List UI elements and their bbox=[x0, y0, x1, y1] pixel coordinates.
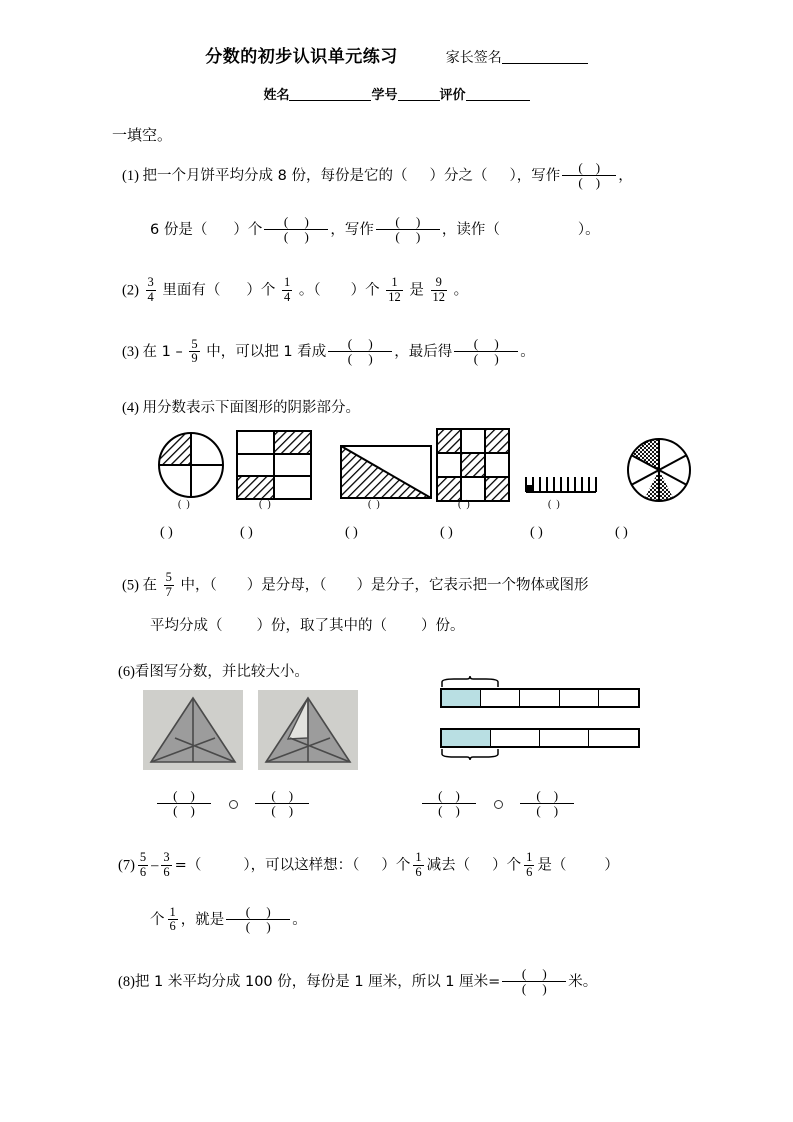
q7-f5-den: 6 bbox=[169, 919, 176, 934]
parent-signature-line[interactable] bbox=[502, 63, 588, 64]
question-5-line-1 bbox=[122, 572, 589, 600]
q7-text-a: ），可以这样想：（ bbox=[243, 857, 360, 874]
q7-text-e: 是（ bbox=[537, 857, 567, 874]
q5-number: (5) bbox=[122, 577, 139, 594]
q2-f1-num: 3 bbox=[147, 275, 154, 289]
q1-frac2-denominator[interactable]: ( ) bbox=[264, 229, 328, 244]
q2-f2-den: 4 bbox=[284, 289, 291, 304]
header-title-row bbox=[0, 42, 793, 67]
q7-fraction-5-6 bbox=[138, 851, 148, 879]
q2-text-f: 。 bbox=[453, 282, 469, 299]
q6-cmp1-right-fraction[interactable] bbox=[255, 789, 309, 819]
q1-frac1-numerator[interactable]: ( ) bbox=[578, 160, 601, 175]
q8-blankfrac-den[interactable]: ( ) bbox=[502, 981, 566, 996]
q7-fraction-1-6-c bbox=[168, 906, 178, 934]
q3-frac2-denominator[interactable]: ( ) bbox=[454, 351, 518, 366]
q5-f-den: 7 bbox=[165, 584, 172, 599]
q7-fraction-1-6-b bbox=[524, 851, 534, 879]
q4-number: (4) bbox=[122, 400, 139, 416]
brace-below-icon bbox=[440, 748, 500, 760]
q6-cmp2-right-den[interactable]: ( ) bbox=[520, 803, 574, 818]
q2-f1-den: 4 bbox=[147, 289, 154, 304]
q7-eq: =（ bbox=[174, 857, 202, 874]
student-id-line[interactable] bbox=[398, 100, 440, 101]
q6-cmp2-left-fraction[interactable] bbox=[422, 789, 476, 819]
q3-frac2-numerator[interactable]: ( ) bbox=[473, 336, 499, 351]
figure-pie-six-sectors bbox=[626, 437, 692, 503]
q2-f4-den: 12 bbox=[432, 289, 446, 304]
q1-blank-fraction-1[interactable] bbox=[562, 161, 616, 191]
q2-f3-num: 1 bbox=[391, 275, 398, 289]
figure-caption-3: ( ) bbox=[368, 499, 380, 510]
q6-cmp2-left-num[interactable]: ( ) bbox=[438, 788, 460, 803]
q6-prompt-text: 看图写分数，并比较大小。 bbox=[134, 664, 309, 680]
bar-top-cell-3 bbox=[520, 690, 559, 706]
q8-number: (8) bbox=[118, 974, 135, 991]
q5-fraction-5-7 bbox=[164, 571, 174, 599]
name-line[interactable] bbox=[289, 100, 371, 101]
q5-text-b: 中，（ bbox=[180, 577, 217, 594]
q2-text-b: ）个 bbox=[246, 282, 276, 299]
q7-text-f: ） bbox=[604, 857, 619, 874]
q1-text-b: 每份是它的（ bbox=[320, 168, 408, 185]
q6-cmp1-right-num[interactable]: ( ) bbox=[271, 788, 294, 803]
q4-answer-blank-5[interactable]: ( ) bbox=[530, 525, 543, 540]
q7-fraction-1-6-a bbox=[413, 851, 423, 879]
q6-comparison-1 bbox=[155, 790, 311, 820]
q2-text-e: 是 bbox=[409, 282, 424, 299]
q2-number: (2) bbox=[122, 282, 139, 299]
q1-tail: ， bbox=[618, 168, 633, 185]
q1-blank-fraction-3[interactable] bbox=[376, 215, 440, 245]
q3-f1-num: 5 bbox=[191, 336, 198, 351]
question-8 bbox=[118, 968, 597, 998]
q5-line2-b: ）份，取了其中的（ bbox=[256, 618, 387, 634]
evaluation-label: 评价 bbox=[439, 88, 466, 103]
figure-rectangle-diagonal bbox=[340, 445, 432, 499]
bar-top-cell-5 bbox=[599, 690, 638, 706]
q7-fraction-3-6 bbox=[161, 851, 171, 879]
q3-blank-fraction-1[interactable] bbox=[328, 337, 392, 367]
question-7-line-2 bbox=[150, 906, 307, 936]
q5-text-c: ）是分母，（ bbox=[246, 577, 327, 594]
bar-bottom-cell-1 bbox=[442, 730, 491, 746]
student-id-label: 学号 bbox=[371, 88, 398, 103]
question-7-line-1 bbox=[118, 852, 619, 880]
q1-text-c: ）分之（ bbox=[429, 168, 488, 185]
question-5-line-2 bbox=[150, 616, 465, 638]
q5-line2-c: ）份。 bbox=[421, 618, 465, 634]
evaluation-line[interactable] bbox=[466, 100, 530, 101]
q1-line2-d: ，读作（ bbox=[441, 222, 500, 239]
q1-number: (1) bbox=[122, 168, 139, 185]
q5-text-a: 在 bbox=[142, 577, 158, 594]
q3-number: (3) bbox=[122, 344, 139, 361]
q8-text-a: 把 1 米平均分成 100 份，每份是 1 厘米，所以 1 厘米= bbox=[134, 974, 501, 991]
q7-f5-num: 1 bbox=[169, 904, 176, 919]
question-1-line-1 bbox=[122, 162, 633, 192]
q1-comma: ， bbox=[306, 168, 321, 185]
q5-line2-a: 平均分成（ bbox=[150, 618, 223, 634]
q6-cmp2-right-num[interactable]: ( ) bbox=[536, 788, 559, 803]
q4-answer-blank-2[interactable]: ( ) bbox=[240, 525, 253, 540]
q4-answer-blank-3[interactable]: ( ) bbox=[345, 525, 358, 540]
triangle-photo-right bbox=[258, 690, 358, 770]
figure-caption-2: ( ) bbox=[259, 499, 271, 510]
q3-text-d: 。 bbox=[520, 344, 535, 361]
bar-bottom bbox=[440, 728, 640, 748]
figure-circle-quarters bbox=[155, 429, 227, 501]
student-info-row bbox=[0, 84, 793, 103]
q6-number: (6) bbox=[118, 664, 135, 680]
q3-frac1-numerator[interactable]: ( ) bbox=[347, 336, 373, 351]
bar-top-cell-1 bbox=[442, 690, 481, 706]
q3-blank-fraction-2[interactable] bbox=[454, 337, 518, 367]
figure-grid-3x3-checker bbox=[436, 428, 510, 502]
triangle-photo-left bbox=[143, 690, 243, 770]
q7-minus: – bbox=[151, 857, 159, 874]
figure-caption-1: ( ) bbox=[178, 499, 190, 510]
q1-text-a: 把一个月饼平均分成 8 份 bbox=[142, 168, 306, 185]
question-3 bbox=[122, 338, 535, 368]
bar-diagram-top-group bbox=[440, 676, 640, 708]
q7-f2-den: 6 bbox=[163, 864, 170, 879]
figure-caption-5: ( ) bbox=[548, 499, 560, 510]
q1-blank-fraction-2[interactable] bbox=[264, 215, 328, 245]
q2-fraction-1-4 bbox=[282, 276, 292, 304]
q6-cmp1-right-den[interactable]: ( ) bbox=[255, 803, 309, 818]
q6-cmp1-left-num[interactable]: ( ) bbox=[173, 788, 195, 803]
q2-f3-den: 12 bbox=[388, 289, 401, 304]
q3-text-a: 在 1 – bbox=[142, 344, 183, 361]
q7-text-d: ）个 bbox=[492, 857, 522, 874]
figure-caption-4: ( ) bbox=[458, 499, 470, 510]
q1-line2-e: ）。 bbox=[577, 222, 600, 239]
q7-blankfrac-den[interactable]: ( ) bbox=[226, 919, 290, 934]
q7-line2-a: 个 bbox=[150, 912, 165, 929]
q2-f2-num: 1 bbox=[284, 275, 291, 289]
bar-diagram-bottom-group bbox=[440, 728, 640, 760]
q2-text-c: 。（ bbox=[298, 282, 321, 299]
q4-prompt-text: 用分数表示下面图形的阴影部分。 bbox=[142, 400, 361, 416]
question-1-line-2 bbox=[150, 216, 600, 246]
q7-f4-den: 6 bbox=[526, 864, 533, 879]
question-2 bbox=[122, 277, 468, 305]
q2-fraction-9-12 bbox=[431, 276, 448, 304]
q7-number: (7) bbox=[118, 857, 135, 874]
section-one-heading: 一填空。 bbox=[112, 126, 173, 144]
q6-cmp1-left-den[interactable]: ( ) bbox=[157, 803, 211, 818]
name-label: 姓名 bbox=[263, 88, 290, 103]
q1-line2-c: ，写作 bbox=[330, 222, 374, 239]
q7-f1-den: 6 bbox=[139, 864, 147, 879]
q7-blank-fraction[interactable] bbox=[226, 905, 290, 935]
brace-above-icon bbox=[440, 676, 500, 688]
q7-f3-den: 6 bbox=[415, 864, 422, 879]
q5-f-num: 5 bbox=[165, 570, 172, 584]
question-6-prompt bbox=[118, 662, 309, 684]
figure-ruler bbox=[524, 471, 598, 495]
q8-blankfrac-num[interactable]: ( ) bbox=[521, 966, 547, 981]
q7-f3-num: 1 bbox=[415, 850, 422, 864]
q1-frac3-numerator[interactable]: ( ) bbox=[395, 214, 421, 229]
bar-top-cell-4 bbox=[560, 690, 599, 706]
q2-fraction-3-4 bbox=[146, 276, 156, 304]
q2-text-a: 里面有（ bbox=[162, 282, 221, 299]
q7-line2-b: ，就是 bbox=[180, 912, 225, 929]
q6-cmp2-operator-slot[interactable] bbox=[494, 800, 503, 809]
q3-text-b: 中，可以把 1 看成 bbox=[206, 344, 327, 361]
bar-bottom-cell-4 bbox=[589, 730, 638, 746]
q6-cmp1-left-fraction[interactable] bbox=[157, 789, 211, 819]
q1-frac3-denominator[interactable]: ( ) bbox=[376, 229, 440, 244]
q7-f1-num: 5 bbox=[139, 850, 147, 864]
q7-line2-c: 。 bbox=[292, 912, 307, 929]
q8-text-b: 米。 bbox=[568, 974, 598, 991]
q7-blankfrac-num[interactable]: ( ) bbox=[245, 904, 271, 919]
q1-text-d: ），写作 bbox=[509, 168, 561, 185]
bar-bottom-cell-3 bbox=[540, 730, 589, 746]
parent-signature-field bbox=[446, 50, 588, 66]
q3-text-c: ，最后得 bbox=[394, 344, 453, 361]
q1-line2-b: ）个 bbox=[233, 222, 263, 239]
q4-answer-blank-4[interactable]: ( ) bbox=[440, 525, 453, 540]
page-title: 分数的初步认识单元练习 bbox=[205, 47, 398, 67]
q2-text-d: ）个 bbox=[350, 282, 380, 299]
q4-answer-blank-6[interactable]: ( ) bbox=[615, 525, 628, 540]
bar-top-cell-2 bbox=[481, 690, 520, 706]
q7-text-b: ）个 bbox=[381, 857, 411, 874]
q4-answer-blank-1[interactable]: ( ) bbox=[160, 525, 173, 540]
figure-grid-2x3 bbox=[236, 430, 312, 500]
q3-frac1-denominator[interactable]: ( ) bbox=[328, 351, 392, 366]
q1-frac2-numerator[interactable]: ( ) bbox=[283, 214, 309, 229]
parent-signature-label: 家长签名 bbox=[445, 50, 502, 66]
q7-f4-num: 1 bbox=[526, 850, 533, 864]
q2-fraction-1-12 bbox=[386, 276, 403, 304]
q3-fraction-5-9 bbox=[189, 338, 199, 366]
q5-text-d: ）是分子，它表示把一个物体或图形 bbox=[356, 577, 589, 594]
q2-f4-num: 9 bbox=[435, 275, 442, 289]
bar-bottom-cell-2 bbox=[491, 730, 540, 746]
q1-frac1-denominator[interactable]: ( ) bbox=[562, 175, 616, 190]
q6-cmp2-left-den[interactable]: ( ) bbox=[422, 803, 476, 818]
q6-cmp1-operator-slot[interactable] bbox=[229, 800, 238, 809]
q6-comparison-2 bbox=[420, 790, 576, 820]
q6-cmp2-right-fraction[interactable] bbox=[520, 789, 574, 819]
q7-f2-num: 3 bbox=[163, 850, 170, 864]
q1-line2-a: 6 份是（ bbox=[150, 222, 208, 239]
q7-text-c: 减去（ bbox=[426, 857, 471, 874]
q3-f1-den: 9 bbox=[191, 351, 198, 366]
q8-blank-fraction[interactable] bbox=[502, 967, 566, 997]
bar-top bbox=[440, 688, 640, 708]
q4-figure-row bbox=[0, 425, 793, 510]
question-4-prompt bbox=[122, 398, 360, 420]
